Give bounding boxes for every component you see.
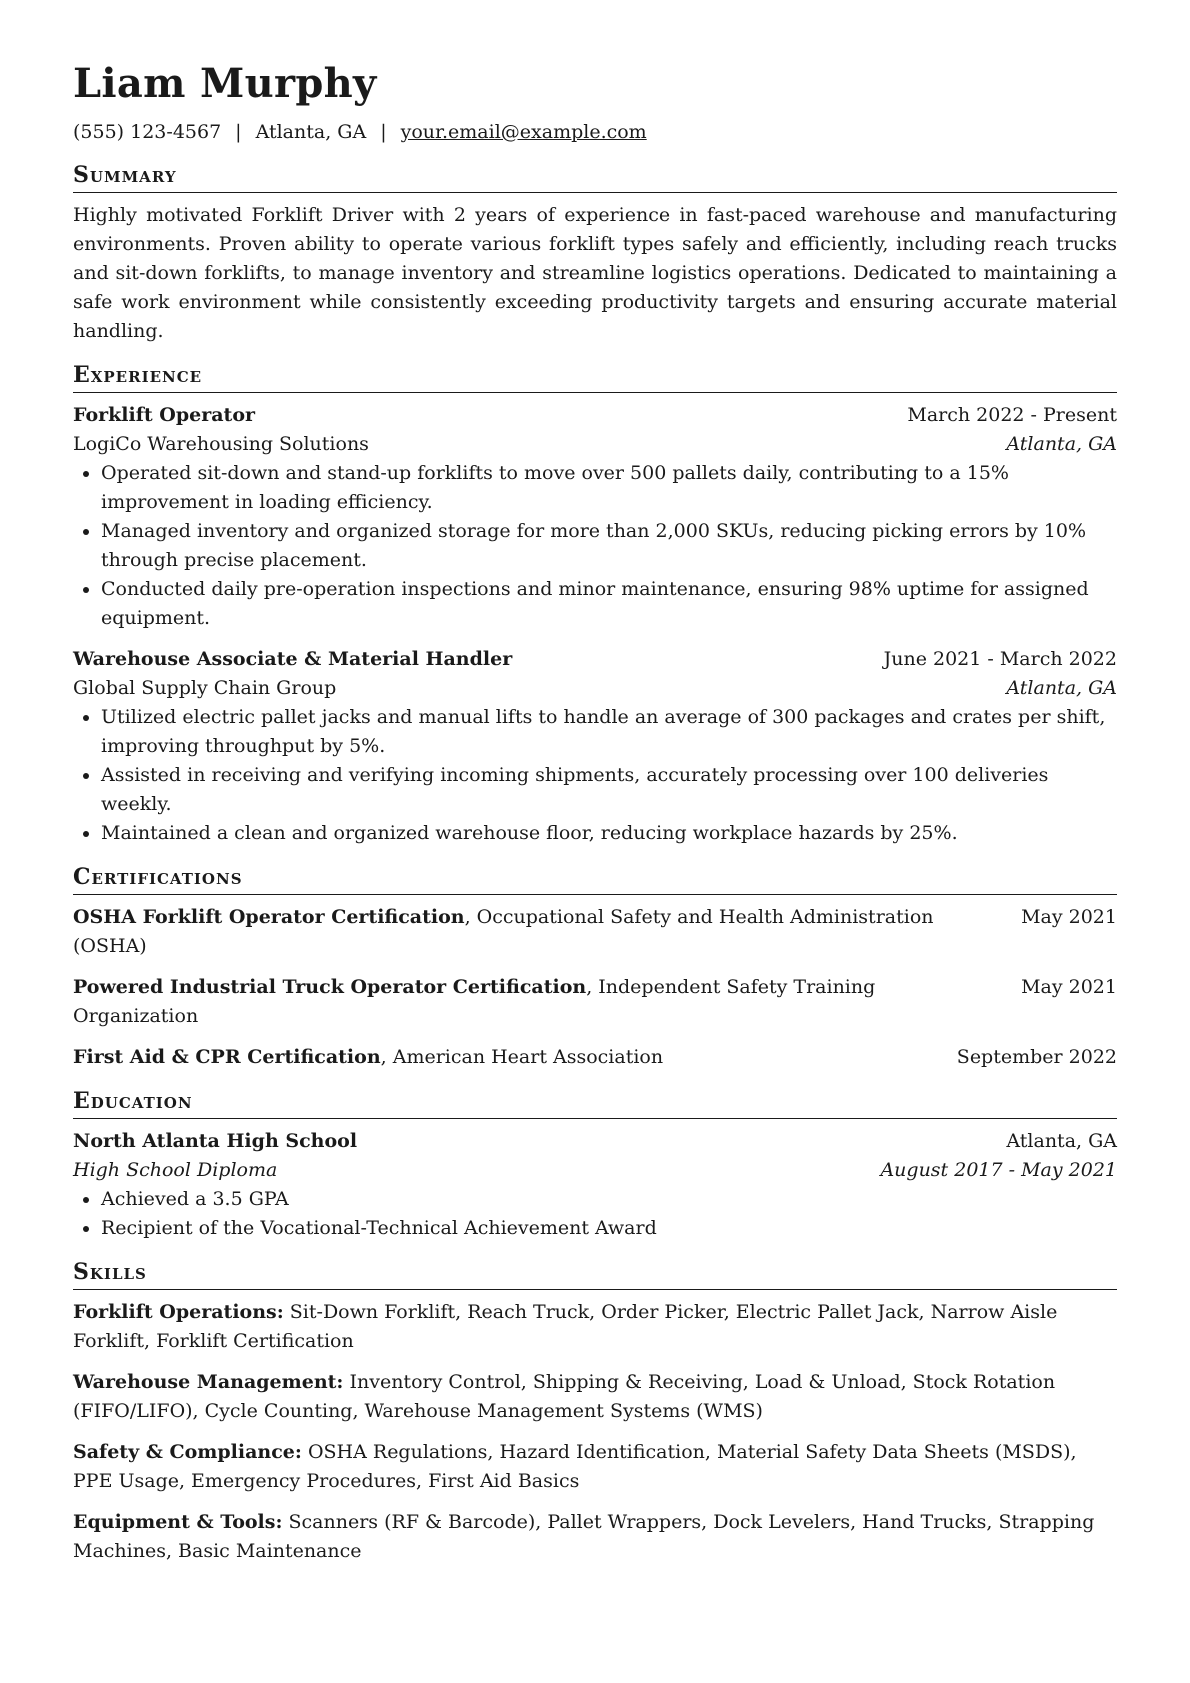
- job-role: Warehouse Associate & Material Handler: [73, 648, 513, 670]
- list-item: • Conducted daily pre-operation inspections and minor maintenance, ensuring 98% uptime for assigned equipment.: [101, 575, 1117, 633]
- section-title-education: Education: [73, 1086, 1117, 1119]
- separator: |: [235, 121, 242, 143]
- skill-label: Equipment & Tools:: [73, 1511, 283, 1533]
- job-subheader: [73, 430, 1117, 459]
- job-location: Atlanta, GA: [1006, 433, 1117, 455]
- certification-name: Powered Industrial Truck Operator Certification: [73, 976, 587, 998]
- section-title-certifications: Certifications: [73, 862, 1117, 895]
- phone: (555) 123-4567: [73, 121, 222, 143]
- job-location: Atlanta, GA: [1006, 677, 1117, 699]
- summary-text: Highly motivated Forklift Driver with 2 years of experience in fast-paced warehouse and manufacturing environments. Proven ability to operate various forklift types safely and efficiently, including reach trucks and sit-down forklifts, to manage inventory and streamline logistics operations. Dedicated to maintaining a safe work environment while consistently exceeding productivity targets and ensuring accurate material handling.: [73, 204, 1117, 342]
- job-header: [73, 401, 1117, 430]
- job-company: LogiCo Warehousing Solutions: [73, 433, 369, 455]
- email-link[interactable]: your.email@example.com: [400, 121, 647, 143]
- list-item: • Maintained a clean and organized warehouse floor, reducing workplace hazards by 25%.: [101, 819, 1117, 848]
- list-item: • Recipient of the Vocational-Technical Achievement Award: [101, 1214, 1117, 1243]
- job-entry: [73, 645, 1117, 848]
- certification-date: May 2021: [1021, 976, 1117, 998]
- school-name: North Atlanta High School: [73, 1130, 358, 1152]
- list-item: • Managed inventory and organized storage for more than 2,000 SKUs, reducing picking errors by 10% through precise placement.: [101, 517, 1117, 575]
- skill-item: [73, 1298, 1117, 1356]
- job-role: Forklift Operator: [73, 404, 256, 426]
- certification-issuer: , American Heart Association: [380, 1046, 664, 1068]
- certification-issuer: , Independent Safety Training Organization: [73, 976, 876, 1027]
- education-bullets: [73, 1185, 1117, 1243]
- list-item: • Operated sit-down and stand-up forklifts to move over 500 pallets daily, contributing to a 15% improvement in loading efficiency.: [101, 459, 1117, 517]
- skill-value: Sit-Down Forklift, Reach Truck, Order Picker, Electric Pallet Jack, Narrow Aisle Forklift, Forklift Certification: [73, 1301, 1058, 1352]
- school-location: Atlanta, GA: [1006, 1130, 1117, 1152]
- location: Atlanta, GA: [255, 121, 367, 143]
- list-item: • Utilized electric pallet jacks and manual lifts to handle an average of 300 packages and crates per shift, improving throughput by 5%.: [101, 703, 1117, 761]
- certification-issuer: , Occupational Safety and Health Administration (OSHA): [73, 906, 934, 957]
- degree: High School Diploma: [73, 1159, 278, 1181]
- certification-item: [73, 903, 1117, 961]
- contact-line: [73, 118, 1117, 146]
- skill-value: Inventory Control, Shipping & Receiving, Load & Unload, Stock Rotation (FIFO/LIFO), Cycle Counting, Warehouse Management Systems (WMS): [73, 1371, 1056, 1422]
- job-bullets: [73, 703, 1117, 848]
- job-dates: June 2021 - March 2022: [883, 648, 1117, 670]
- skill-value: Scanners (RF & Barcode), Pallet Wrappers, Dock Levelers, Hand Trucks, Strapping Machines, Basic Maintenance: [73, 1511, 1095, 1562]
- skill-item: [73, 1508, 1117, 1566]
- certification-date: September 2022: [956, 1046, 1117, 1068]
- certification-item: [73, 973, 1117, 1031]
- job-entry: [73, 401, 1117, 633]
- certification-name: OSHA Forklift Operator Certification: [73, 906, 465, 928]
- skill-label: Forklift Operations:: [73, 1301, 284, 1323]
- separator: |: [380, 121, 387, 143]
- list-item: • Assisted in receiving and verifying incoming shipments, accurately processing over 100 deliveries weekly.: [101, 761, 1117, 819]
- list-item: • Achieved a 3.5 GPA: [101, 1185, 1117, 1214]
- education-header: [73, 1127, 1117, 1156]
- job-company: Global Supply Chain Group: [73, 677, 337, 699]
- skill-label: Warehouse Management:: [73, 1371, 344, 1393]
- section-title-summary: Summary: [73, 160, 1117, 193]
- skill-item: [73, 1368, 1117, 1426]
- candidate-name: Liam Murphy: [73, 60, 377, 107]
- section-title-skills: Skills: [73, 1257, 1117, 1290]
- job-header: [73, 645, 1117, 674]
- section-title-experience: Experience: [73, 360, 1117, 393]
- job-bullets: [73, 459, 1117, 633]
- job-dates: March 2022 - Present: [907, 404, 1117, 426]
- job-subheader: [73, 674, 1117, 703]
- certification-name: First Aid & CPR Certification: [73, 1046, 381, 1068]
- skill-label: Safety & Compliance:: [73, 1441, 302, 1463]
- certification-date: May 2021: [1021, 906, 1117, 928]
- education-subheader: [73, 1156, 1117, 1185]
- certification-item: [73, 1043, 1117, 1072]
- skill-item: [73, 1438, 1117, 1496]
- skill-value: OSHA Regulations, Hazard Identification, Material Safety Data Sheets (MSDS), PPE Usage, Emergency Procedures, First Aid Basics: [73, 1441, 1077, 1492]
- education-dates: August 2017 - May 2021: [880, 1159, 1117, 1181]
